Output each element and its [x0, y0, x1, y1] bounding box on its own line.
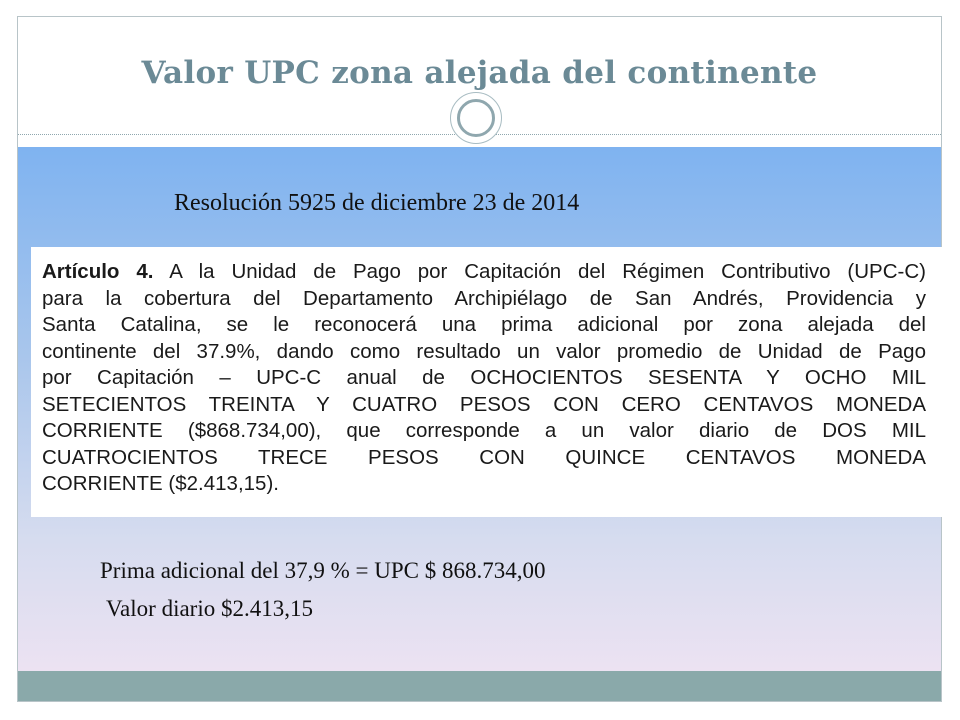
article-line: SETECIENTOS TREINTA Y CUATRO PESOS CON CERO CENTAVOS MONEDA	[42, 392, 926, 416]
article-label: Artículo 4.	[42, 260, 154, 283]
prima-adicional-text: Prima adicional del 37,9 % = UPC $ 868.734,00	[100, 558, 546, 583]
article-line: para la cobertura del Departamento Archipiélago de San Andrés, Providencia y	[42, 286, 926, 310]
article-line: continente del 37.9%, dando como resultado un valor promedio de Unidad de Pago	[42, 339, 926, 363]
article-line: CORRIENTE ($868.734,00), que corresponde a un valor diario de DOS MIL	[42, 419, 926, 442]
article-line: Santa Catalina, se le reconocerá una prima adicional por zona alejada del	[42, 313, 926, 336]
slide-title: Valor UPC zona alejada del continente	[141, 55, 818, 91]
valor-diario-text: Valor diario $2.413,15	[106, 596, 313, 621]
article-line: CORRIENTE ($2.413,15).	[42, 472, 279, 495]
article-line: CUATROCIENTOS TRECE PESOS CON QUINCE CENTAVOS MONEDA	[42, 445, 926, 469]
decorative-ring-icon	[450, 92, 502, 144]
article-line: por Capitación – UPC-C anual de OCHOCIENTOS SESENTA Y OCHO MIL	[42, 366, 926, 389]
article-line: Artículo 4. A la Unidad de Pago por Capitación del Régimen Contributivo (UPC-C)	[42, 260, 926, 283]
resolution-heading: Resolución 5925 de diciembre 23 de 2014	[174, 190, 580, 216]
footer-bar	[18, 671, 941, 702]
article-excerpt	[31, 247, 942, 517]
